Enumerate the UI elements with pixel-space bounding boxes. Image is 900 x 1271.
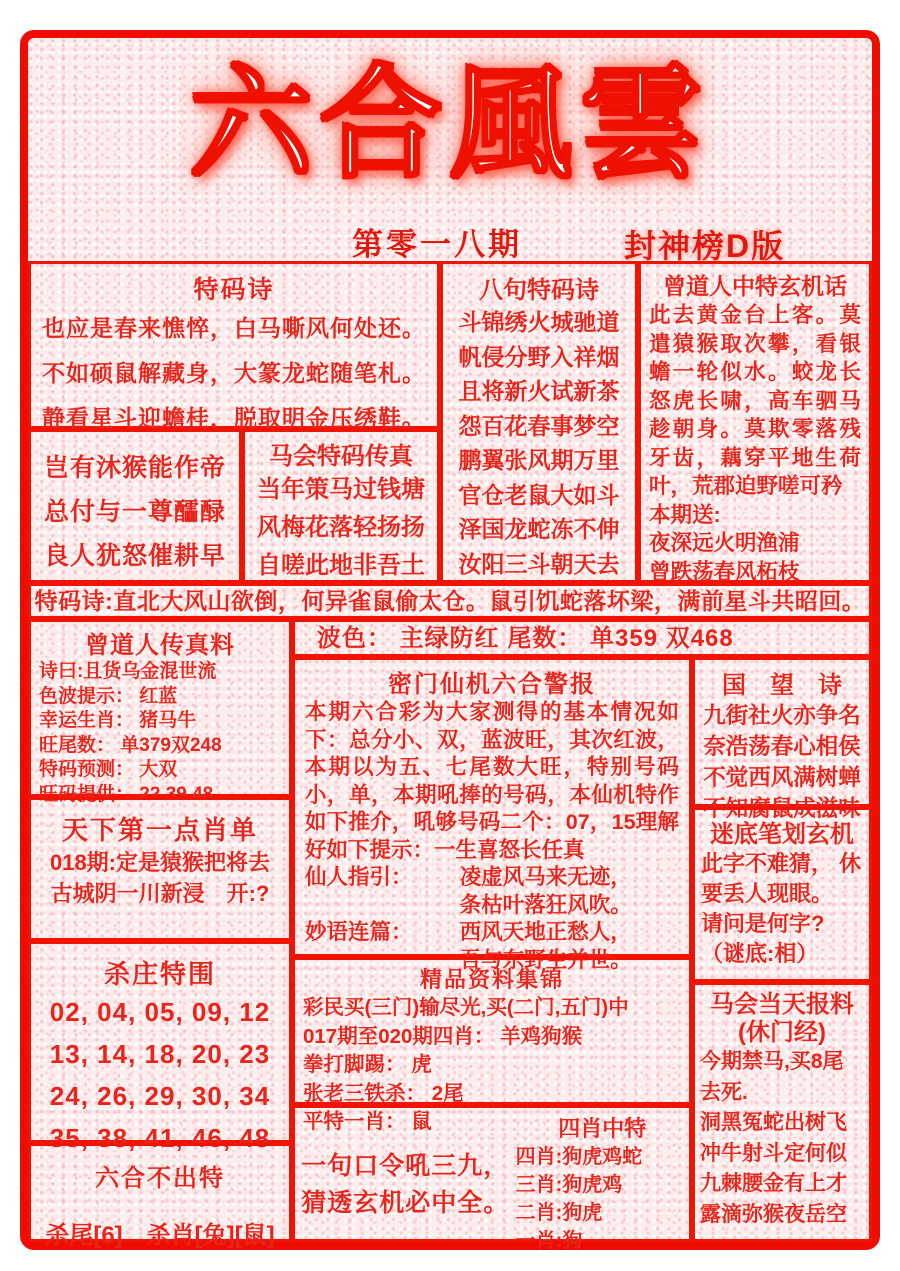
slogan bbox=[295, 1108, 516, 1239]
machuan-fax-box bbox=[242, 429, 440, 583]
box-title: 马会特码传真 bbox=[269, 443, 413, 470]
temashi-poem-box bbox=[28, 261, 440, 429]
wit-label: 妙语连篇： bbox=[305, 920, 413, 944]
muhou-poem-box bbox=[28, 429, 242, 583]
edition-label: 封神榜D版 bbox=[624, 228, 786, 264]
zengdao-material-box bbox=[28, 619, 292, 805]
exclusion-line: 杀尾[6] 杀肖[兔][鼠] bbox=[45, 1222, 275, 1249]
poem-line: 也应是春来憔悴，白马嘶风何处还。 bbox=[42, 315, 426, 341]
material-line: 诗曰:且货乌金混世流 bbox=[39, 661, 217, 682]
box-title: 天下第一点肖单 bbox=[61, 815, 258, 845]
material-line: 幸运生肖： 猪马牛 bbox=[39, 710, 197, 731]
poem-line: 且将新火试新茶 bbox=[458, 378, 620, 404]
material-line: 特码预测： 大双 bbox=[39, 759, 178, 780]
report-line: 九棘腰金有上才 bbox=[700, 1172, 847, 1195]
guide-line: 凌虚风马来无迹， bbox=[459, 865, 632, 889]
mimen-alert-box bbox=[292, 657, 692, 972]
slogan-line: 猜透玄机必中全。 bbox=[301, 1189, 510, 1217]
number-range-box bbox=[28, 941, 292, 1153]
collection-line: 平特一肖： 鼠 bbox=[303, 1110, 432, 1133]
send-line: 夜深远火明渔浦 bbox=[649, 531, 800, 555]
poem-line: 汝阳三斗朝天去 bbox=[458, 550, 620, 577]
report-line: 去死. bbox=[700, 1080, 748, 1104]
poem-line: 泽国龙蛇冻不伸 bbox=[458, 516, 620, 542]
slogan-and-sixiao-box bbox=[292, 1105, 692, 1252]
material-line: 色波提示： 红蓝 bbox=[39, 685, 178, 707]
zodiac-pick-box bbox=[28, 797, 292, 941]
box-title: 六合不出特 bbox=[95, 1165, 225, 1192]
numbers-row: 02, 04, 05, 09, 12 bbox=[49, 997, 271, 1027]
national-poem-box bbox=[692, 657, 872, 821]
material-line: 旺尾数： 单379双248 bbox=[39, 734, 222, 756]
color-wave-strip: 波色： 主绿防红 尾数： 单359 双468 bbox=[292, 619, 872, 657]
wit-line: 西风天地正愁人， bbox=[459, 920, 632, 944]
wit-line: 吾与东野生并世。 bbox=[459, 947, 632, 972]
poem-line: 不如硕鼠解藏身，大篆龙蛇随笔札。 bbox=[42, 360, 426, 386]
sixiao-line: 三肖:狗虎鸡 bbox=[515, 1174, 623, 1196]
slogan-line: 一句口令吼三九， bbox=[301, 1152, 510, 1180]
poem-line: 岂有沐猴能作帝 bbox=[43, 454, 226, 482]
pick-line: 古城阴一川新浸 开:? bbox=[50, 881, 270, 906]
issue-number: 第零一八期 bbox=[352, 227, 522, 262]
send-line: 曾跌荡春风柘枝 bbox=[649, 559, 800, 584]
box-title: 杀庄特围 bbox=[103, 959, 216, 989]
alert-text: 本期六合彩为大家测得的基本情况如下：总分小、双，蓝波旺，其次红波，本期以为五、七尾数大旺，特别号码小，单，本期吼捧的号码，本仙机特作如下推介，吼够号码二个：07，15理解好如下提示：一生喜怒长任真 bbox=[305, 700, 679, 862]
zengdao-mystery-box bbox=[638, 261, 872, 583]
page-title: 六合風雲 bbox=[190, 56, 710, 192]
riddle-line: 请问是何字? bbox=[701, 911, 825, 936]
box-title: 密门仙机六合警报 bbox=[388, 671, 596, 698]
poem-line: 良人犹怒催耕早 bbox=[43, 542, 226, 570]
sixiao-special bbox=[515, 1108, 689, 1252]
guide-label: 仙人指引： bbox=[305, 865, 413, 889]
box-title: 精品资料集锦 bbox=[419, 967, 564, 992]
numbers-row: 35, 38, 41, 46, 48 bbox=[49, 1123, 271, 1153]
poem-line: 九街社火亦争名 bbox=[703, 703, 861, 728]
collection-line: 张老三铁杀： 2尾 bbox=[303, 1081, 464, 1105]
box-title: 特码诗 bbox=[193, 276, 275, 304]
sixiao-line: 四肖:狗虎鸡蛇 bbox=[515, 1146, 643, 1168]
poem-line: 总付与一尊醽醁 bbox=[43, 498, 226, 526]
riddle-line: （谜底:相） bbox=[701, 941, 819, 966]
box-subtitle: (休门经) bbox=[738, 1019, 826, 1046]
poem-line: 怨百花春事梦空 bbox=[458, 412, 620, 439]
pick-line: 018期:定是猿猴把将去 bbox=[49, 850, 271, 875]
box-title: 迷底笔划玄机 bbox=[710, 821, 854, 848]
material-line: 旺码提供： 22 39 48 bbox=[39, 783, 214, 805]
box-title: 曾道人传真料 bbox=[85, 632, 235, 659]
poem-line: 不知腐鼠成滋味 bbox=[703, 796, 861, 821]
report-line: 冲牛射斗定何似 bbox=[700, 1141, 847, 1165]
report-line: 露滴弥猴夜岳空 bbox=[700, 1202, 847, 1226]
poem-line: 自嗟此地非吾土 bbox=[257, 552, 425, 579]
collection-line: 拳打脚踢： 虎 bbox=[303, 1053, 432, 1076]
box-title: 马会当天报料 bbox=[710, 991, 854, 1018]
riddle-box bbox=[692, 807, 872, 982]
box-title: 八句特码诗 bbox=[479, 277, 599, 304]
guide-line: 条枯叶落狂风吹。 bbox=[459, 892, 632, 917]
report-line: 洞黑冤蛇出树飞 bbox=[700, 1111, 847, 1134]
temashi-strip: 特码诗:直北大风山欲倒，何异雀鼠偷太仓。鼠引饥蛇落坏梁，满前星斗共昭回。 bbox=[28, 583, 872, 619]
collection-line: 彩民买(三门)输尽光,买(二门,五门)中 bbox=[303, 996, 629, 1019]
poem-line: 当年策马过钱塘 bbox=[257, 476, 425, 503]
poem-line: 不觉西风满树蝉 bbox=[703, 765, 861, 790]
exclusion-box bbox=[28, 1143, 292, 1249]
mystery-text: 此去黄金台上客。莫遣猿猴取次攀，看银蟾一轮似水。蛟龙长怒虎长啸，高车驷马趁朝身。莫欺零落残牙齿，藕穿平地生荷叶，荒郡迫野嗟可矜 bbox=[649, 303, 861, 498]
poem-line: 鹏翼张风期万里 bbox=[458, 447, 620, 473]
sixiao-line: 一肖:狗 bbox=[515, 1230, 583, 1252]
send-label: 本期送: bbox=[649, 502, 721, 527]
collection-line: 017期至020期四肖： 羊鸡狗猴 bbox=[303, 1024, 583, 1048]
poem-line: 官仓老鼠大如斗 bbox=[458, 481, 620, 508]
poem-line: 斗锦绣火城驰道 bbox=[458, 309, 620, 335]
eight-line-poem-box bbox=[440, 261, 638, 583]
box-title: 国 望 诗 bbox=[722, 672, 842, 699]
poem-line: 风梅花落轻扬扬 bbox=[257, 514, 425, 541]
box-title: 曾道人中特玄机话 bbox=[663, 273, 847, 299]
poem-line: 静看星斗迎蟾桂，脱取明金压绣鞋。 bbox=[42, 405, 426, 431]
poem-line: 奈浩荡春心相侯 bbox=[703, 734, 861, 759]
numbers-row: 24, 26, 29, 30, 34 bbox=[49, 1081, 271, 1111]
sixiao-title: 四肖中特 bbox=[558, 1116, 647, 1141]
riddle-line: 此字不难猜， 休 bbox=[701, 851, 862, 876]
immortal-guide bbox=[305, 864, 679, 919]
sixiao-line: 二肖:狗虎 bbox=[515, 1202, 603, 1224]
report-line: 今期禁马,买8尾 bbox=[700, 1050, 844, 1073]
numbers-row: 13, 14, 18, 20, 23 bbox=[49, 1039, 271, 1069]
daily-report-box bbox=[692, 982, 872, 1242]
riddle-line: 要丢人现眼。 bbox=[701, 881, 834, 906]
poem-line: 帆侵分野入祥烟 bbox=[458, 343, 620, 370]
